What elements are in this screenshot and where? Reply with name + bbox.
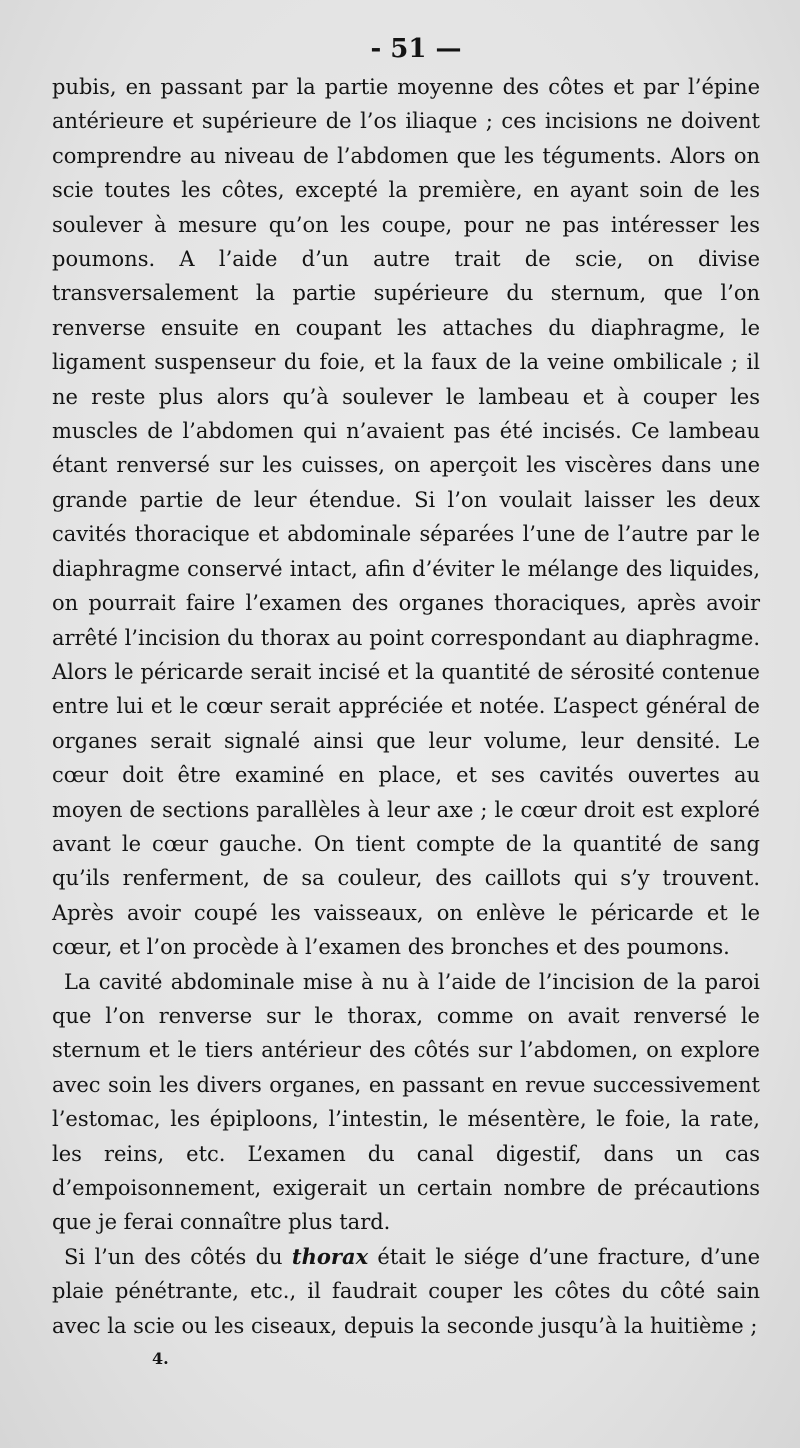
paragraph-1: pubis, en passant par la partie moyenne des côtes et par l’épine antérieure et supérieure de l’os iliaque ; ces incisions ne doivent comprendre au niveau de l’abdomen que les téguments. Alors on scie toutes les côtes, excepté la première, en ayant soin de les soulever à mesure qu’on les coupe, pour ne pas intéresser les poumons. A l’aide d’un autre trait de scie, on divise transversalement la partie supérieure du sternum, que l’on renverse ensuite en coupant les attaches du diaphragme, le ligament suspenseur du foie, et la faux de la veine ombilicale ; il ne reste plus alors qu’à soulever le lambeau et à couper les muscles de l’abdomen qui n’avaient pas été incisés. Ce lambeau étant renversé sur les cuisses, on aperçoit les viscères dans une grande partie de leur étendue. Si l’on voulait laisser les deux cavités thoracique et abdominale séparées l’une de l’autre par le diaphragme conservé intact, afin d’éviter le mélange des liquides, on pourrait faire l’examen des organes thoraciques, après avoir arrêté l’incision du thorax au point correspondant au diaphragme. Alors le péricarde serait incisé et la quantité de sérosité contenue entre lui et le cœur serait appréciée et notée. L’aspect général de organes serait signalé ainsi que leur volume, leur densité. Le cœur doit être examiné en place, et ses cavités ouvertes au moyen de sections parallèles à leur axe ; le cœur droit est exploré avant le cœur gauche. On tient compte de la quantité de sang qu’ils renferment, de sa couleur, des caillots qui s’y trouvent. Après avoir coupé les vaisseaux, on enlève le péricarde et le cœur, et l’on procède à l’examen des bronches et des poumons. [52,75,760,960]
paragraph-2: La cavité abdominale mise à nu à l’aide de l’incision de la paroi que l’on renverse sur le thorax, comme on avait renversé le sternum et le tiers antérieur des côtés sur l’abdomen, on explore avec soin les divers organes, en passant en revue successivement l’estomac, les épiploons, l’intestin, le mésentère, le foie, la rate, les reins, etc. L’examen du canal digestif, dans un cas d’empoisonnement, exigerait un certain nombre de précautions que je ferai connaître plus tard. [52,969,760,1235]
page-number: - 51 — [370,34,462,64]
paragraph-3-italic-word: thorax [291,1243,369,1269]
signature-mark: 4. [152,1349,169,1369]
paragraph-3-text-before: Si l’un des côtés du [64,1244,292,1269]
paragraph-3-text-after: était le siége d’une fracture, d’une plaie pénétrante, etc., il faudrait couper les côtes du côté sain avec la scie ou les ciseaux, depuis la seconde jusqu’à la huitième ; [52,1244,761,1338]
body-text [52,70,760,1343]
paragraph-3 [52,1240,760,1343]
